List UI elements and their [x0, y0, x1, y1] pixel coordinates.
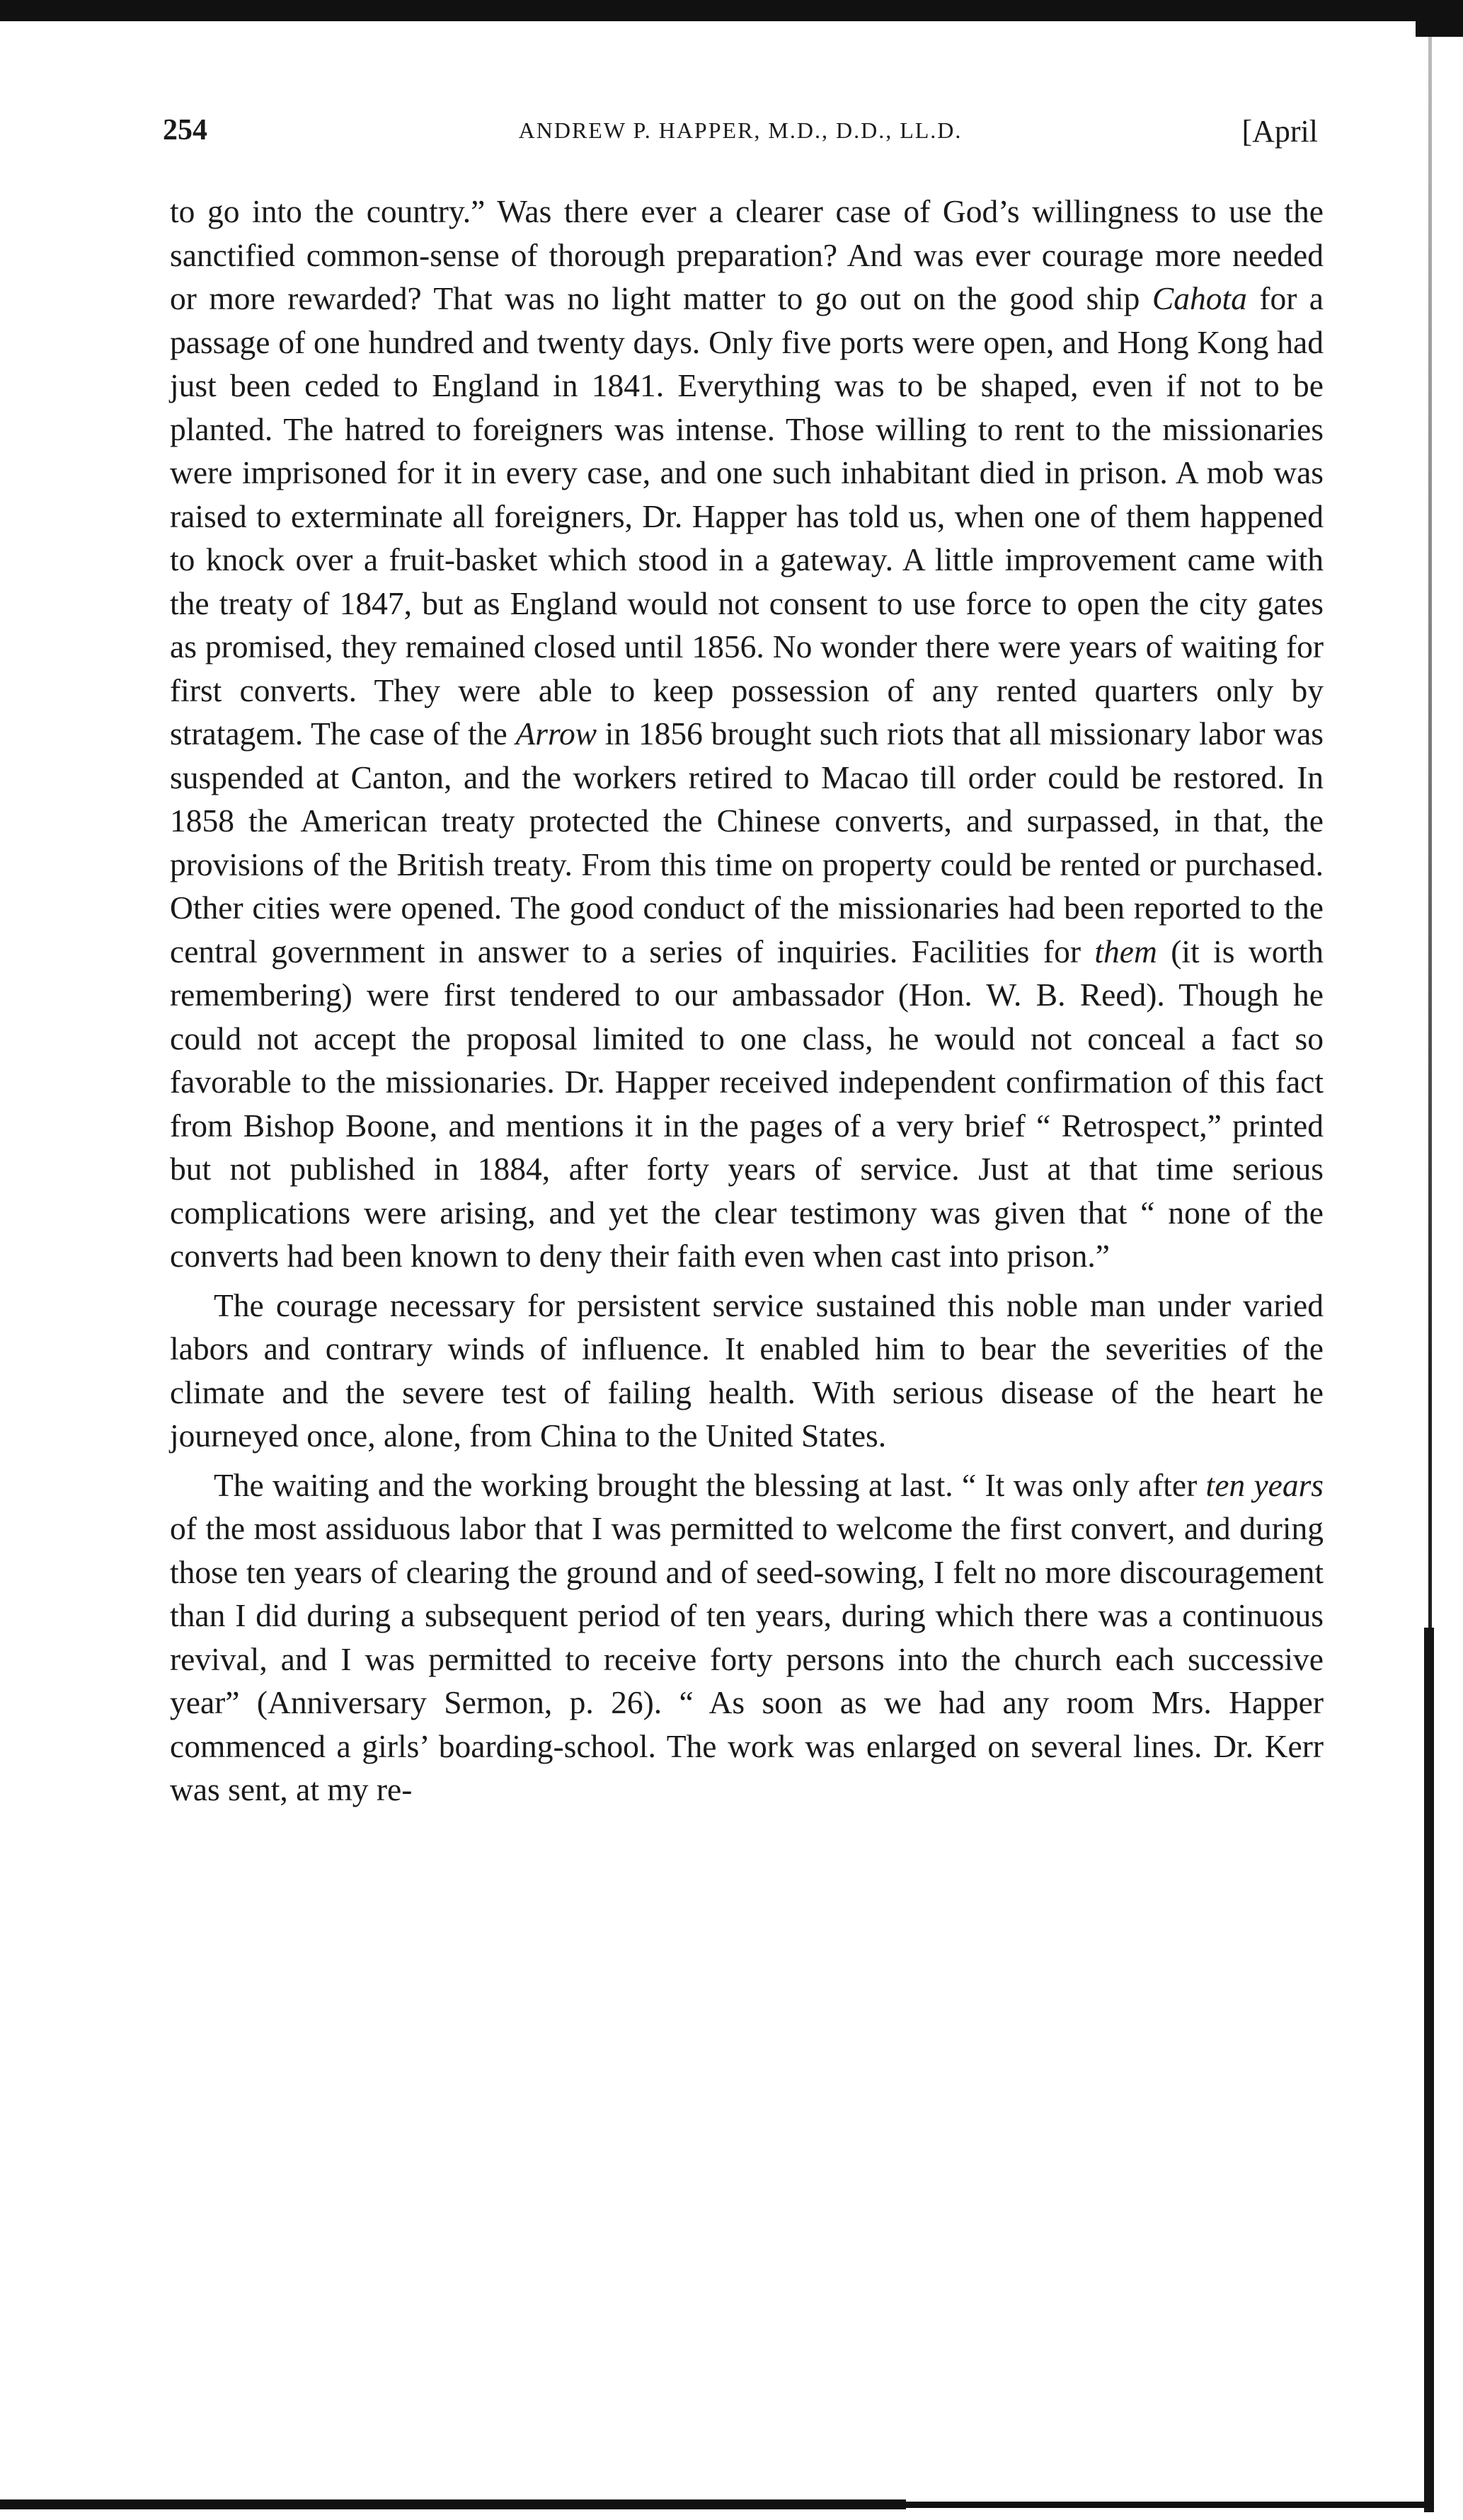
paragraph-2: The courage necessary for persistent service sustained this noble man under varied labors and contrary winds of influence. It enabled him to bear the severities of the climate and the severe test of failing health. With serious disease of the heart he journeyed once, alone, from China to the United States.: [170, 1287, 1324, 1454]
paragraph-3-part-2: of the most assiduous labor that I was permitted to welcome the first convert, and during those ten years of clearing the ground and of seed-sowing, I felt no more discouragement than I did during a subsequent period of ten years, during which there was a continuous revival, and I was permitted to receive forty persons into the church each successive year” (Anniversary Sermon, p. 26). “ As soon as we had any room Mrs. Happer commenced a girls’ boarding-school. The work was enlarged on several lines. Dr. Kerr was sent, at my re-: [170, 1510, 1324, 1807]
bottom-border-rule: [0, 2499, 906, 2509]
page-body-text: [170, 190, 1324, 1812]
emphasis-them: them: [1094, 933, 1157, 970]
ship-name-cahota: Cahota: [1152, 280, 1247, 316]
paragraph-1: [170, 190, 1324, 1278]
paragraph-1-part-2: for a passage of one hundred and twenty days. Only five ports were open, and Hong Kong had just been ceded to England in 1841. Everything was to be shaped, even if not to be planted. The hatred to foreigners was intense. Those willing to rent to the missionaries were imprisoned for it in every case, and one such inhabitant died in prison. A mob was raised to exterminate all foreigners, Dr. Happer has told us, when one of them happened to knock over a fruit-basket which stood in a gateway. A little improvement came with the treaty of 1847, but as England would not consent to use force to open the city gates as promised, they remained closed until 1856. No wonder there were years of waiting for first converts. They were able to keep possession of any rented quarters only by stratagem. The case of the: [170, 280, 1324, 752]
top-border-rule: [0, 0, 1447, 21]
paragraph-1-part-4: (it is worth remembering) were first tendered to our ambassador (Hon. W. B. Reed). Though he could not accept the proposal limited to one class, he would not conceal a fact so favorable to the missionaries. Dr. Happer received independent confirmation of this fact from Bishop Boone, and mentions it in the pages of a very brief “ Retrospect,” printed but not published in 1884, after forty years of service. Just at that time serious complications were arising, and yet the clear testimony was given that “ none of the converts had been known to deny their faith even when cast into prison.”: [170, 933, 1324, 1274]
bottom-border-rule-right: [906, 2502, 1430, 2508]
running-date: [April: [1241, 114, 1318, 149]
running-head: [163, 113, 1318, 163]
emphasis-ten-years: ten years: [1205, 1466, 1324, 1503]
paragraph-1-part-1: to go into the country.” Was there ever a clearer case of God’s willingness to use the sanctified common-sense of thorough preparation? And was ever courage more needed or more rewarded? That was no light matter to go out on the good ship: [170, 193, 1324, 316]
running-title: ANDREW P. HAPPER, M.D., D.D., LL.D.: [518, 117, 963, 143]
paragraph-3: [170, 1463, 1324, 1812]
right-page-edge-shadow: [1424, 1628, 1434, 2512]
page-number: 254: [163, 114, 207, 146]
paragraph-3-part-1: The waiting and the working brought the blessing at last. “ It was only after: [214, 1466, 1206, 1503]
paragraph-1-part-3: in 1856 brought such riots that all missionary labor was suspended at Canton, and the workers retired to Macao till order could be restored. In 1858 the American treaty protected the Chinese converts, and surpassed, in that, the provisions of the British treaty. From this time on property could be rented or purchased. Other cities were opened. The good conduct of the missionaries had been reported to the central government in answer to a series of inquiries. Facilities for: [170, 715, 1324, 970]
top-border-corner: [1416, 0, 1463, 37]
ship-name-arrow: Arrow: [515, 715, 597, 752]
